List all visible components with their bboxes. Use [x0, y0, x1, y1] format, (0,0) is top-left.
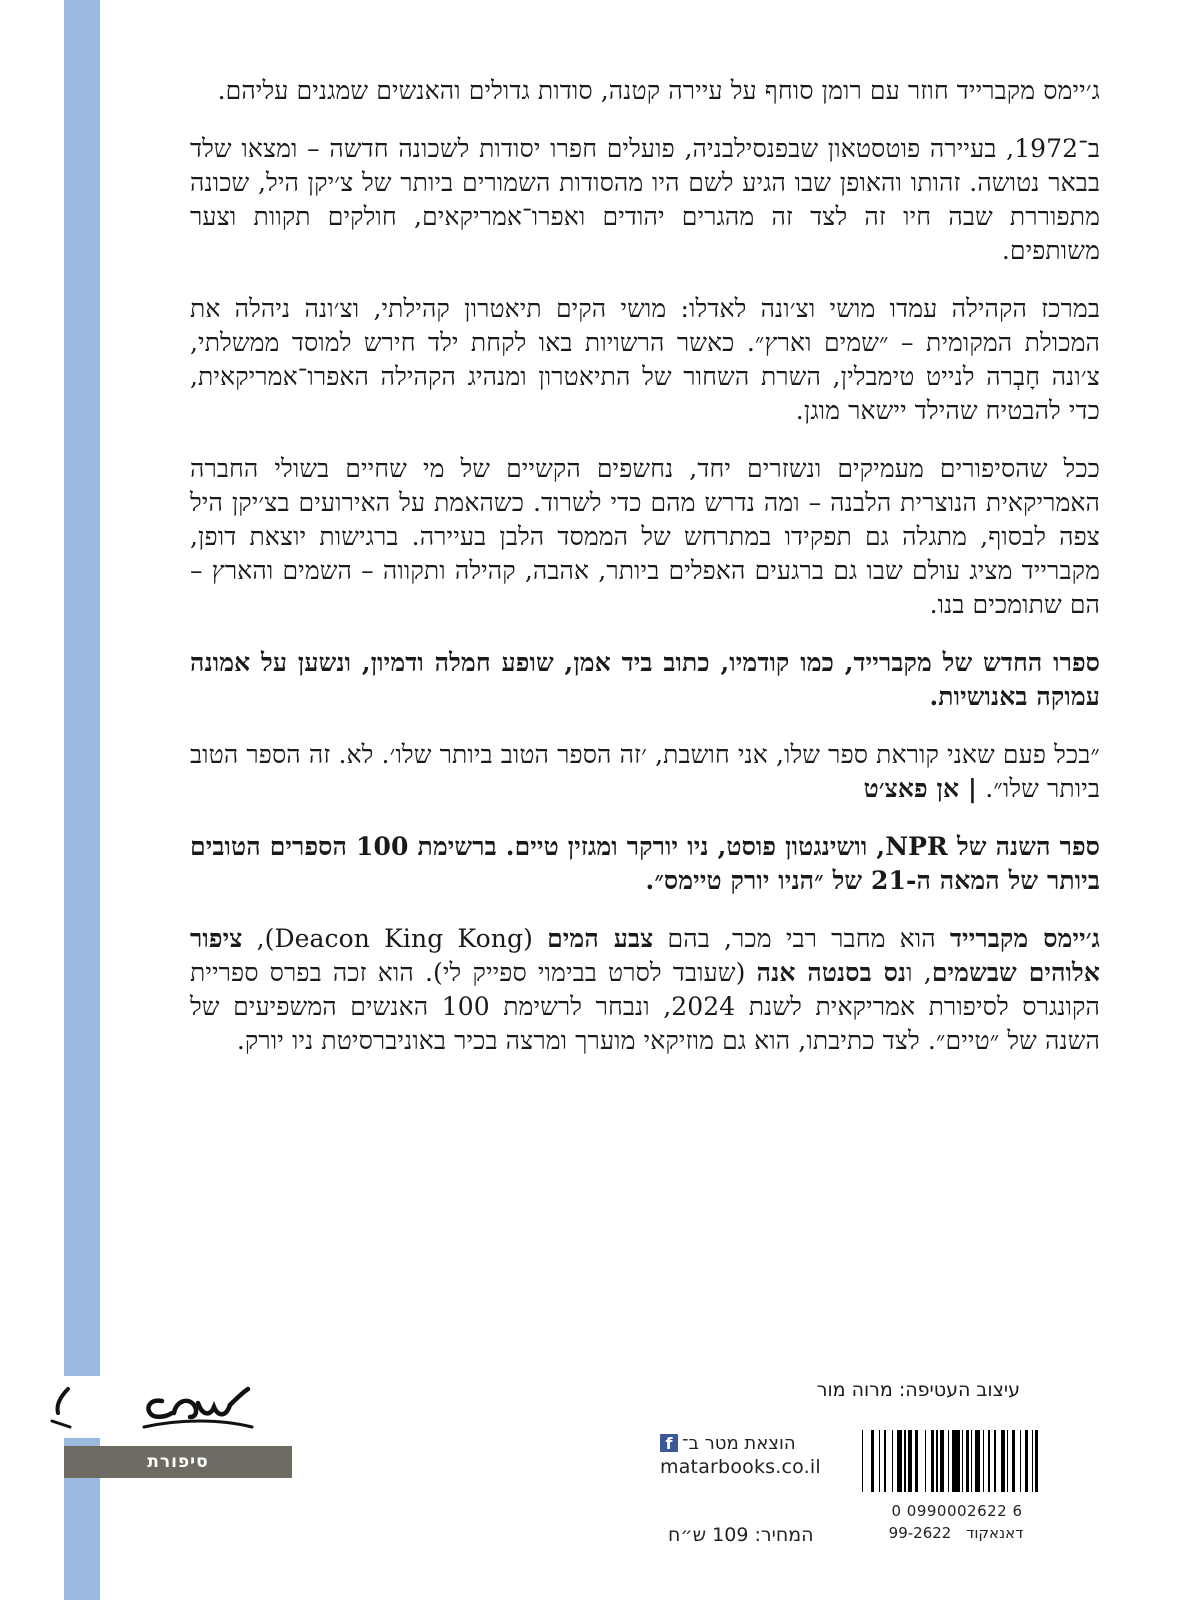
quote-attribution: | אן פאצ׳ט: [863, 774, 978, 803]
barcode-space: [902, 1430, 905, 1492]
matar-logo-icon: [140, 1383, 258, 1435]
barcode-bar: [925, 1430, 926, 1492]
price-label: המחיר: 109 ש״ח: [668, 1524, 814, 1546]
blue-side-strip: [64, 0, 100, 1600]
paragraph-plot-3: ככל שהסיפורים מעמיקים ונשזרים יחד, נחשפים הקשיים של מי שחיים בשולי החברה האמריקאית הנוצרית הלבנה – ומה נדרש מהם כדי לשרוד. כשהאמת על האירועים בצ׳יקן היל צפה לבסוף, מתגלה גם תפקידו במתרחש של הממסד הלבן בעיירה. ברגישות יוצאת דופן, מקברייד מציג עולם שבו גם ברגעים האפלים ביותר, אהבה, קהילה ותקווה – השמים והארץ – הם שתומכים בנו.: [190, 454, 1100, 619]
bio-text: , ו: [906, 958, 932, 987]
barcode-space: [960, 1430, 963, 1492]
barcode-bar: [892, 1430, 893, 1492]
barcode-space: [990, 1430, 994, 1492]
barcode-bar: [1025, 1430, 1028, 1492]
bio-book-title: ציפור אלוהים שבשמים: [190, 924, 1101, 987]
barcode-space: [918, 1430, 924, 1492]
bio-book-title: צבע המים: [547, 924, 654, 953]
barcode-bar: [936, 1430, 937, 1492]
cover-design-credit: עיצוב העטיפה: מרוה מור: [816, 1379, 1020, 1401]
facebook-icon[interactable]: f: [660, 1434, 678, 1452]
barcode-bar: [994, 1430, 995, 1492]
barcode-bar: [884, 1430, 887, 1492]
paragraph-awards: ספר השנה של NPR, וושינגטון פוסט, ניו יורקר ומגזין טיים. ברשימת 100 הספרים הטובים ביותר של המאה ה-21 של ״הניו יורק טיימס״.: [190, 832, 1100, 895]
barcode-space: [893, 1430, 897, 1492]
barcode-bar: [940, 1430, 944, 1492]
danacode: [876, 1524, 1036, 1542]
barcode-space: [912, 1430, 915, 1492]
barcode-space: [926, 1430, 931, 1492]
barcode-bar: [1001, 1430, 1005, 1492]
facebook-line[interactable]: [660, 1430, 825, 1456]
bio-text: (Deacon King Kong),: [242, 924, 548, 953]
barcode-bar: [1020, 1430, 1021, 1492]
barcode-space: [984, 1430, 988, 1492]
publisher-info: [660, 1430, 825, 1478]
barcode-bar: [983, 1430, 984, 1492]
paragraph-intro: ג׳יימס מקברייד חוזר עם רומן סוחף על עיירה קטנה, סודות גדולים והאנשים שמגנים עליהם.: [217, 76, 1100, 105]
paragraph-bio: [190, 922, 1100, 1058]
category-label: סיפורת: [64, 1446, 292, 1478]
bio-text: (שעובד לסרט בבימוי ספייק לי). הוא זכה בפרס ספריית הקונגרס לסיפורת אמריקאית לשנת 2024, ונבחר לרשימת 100 האנשים המשפיעים של השנה של ״טיים״. לצד כתיבתו, הוא גם מוזיקאי מוערך ומרצה בכיר באוניברסיטת ניו יורק.: [190, 958, 1101, 1055]
barcode-bar: [879, 1430, 880, 1492]
barcode-bar: [1007, 1430, 1008, 1492]
barcode-space: [963, 1430, 966, 1492]
barcode-bar: [931, 1430, 934, 1492]
barcode-space: [938, 1430, 941, 1492]
barcode-bar: [1032, 1430, 1033, 1492]
barcode-bar: [897, 1430, 902, 1492]
barcode-space: [906, 1430, 909, 1492]
barcode-space: [880, 1430, 884, 1492]
barcode-space: [949, 1430, 952, 1492]
barcode-space: [1005, 1430, 1008, 1492]
barcode-space: [1015, 1430, 1020, 1492]
barcode-bar: [962, 1430, 963, 1492]
barcode-bar: [948, 1430, 949, 1492]
barcode-space: [969, 1430, 972, 1492]
barcode-space: [996, 1430, 1001, 1492]
barcode-space: [874, 1430, 879, 1492]
publisher-website-link[interactable]: matarbooks.co.il: [660, 1456, 821, 1478]
barcode-bar: [966, 1430, 969, 1492]
barcode-space: [886, 1430, 891, 1492]
barcode-space: [1033, 1430, 1036, 1492]
barcode-bar: [871, 1430, 874, 1492]
logo-fragment-icon: [50, 1385, 72, 1431]
barcode-bar: [952, 1430, 960, 1492]
paragraph-quote: [190, 738, 1100, 806]
barcode-space: [944, 1430, 948, 1492]
barcode-space: [972, 1430, 975, 1492]
paragraph-plot-1: ב־1972, בעיירה פוטסטאון שבפנסילבניה, פועלים חפרו יסודות לשכונה חדשה – ומצאו שלד בבאר נטושה. זהותו והאופן שבו הגיע לשם היו מהסודות השמורים ביותר של צ׳יקן היל, שכונה מתפוררת שבה חיו זה לצד זה מהגרים יהודים ואפרו־אמריקאים, חולקים תקוות וצער משותפים.: [190, 134, 1100, 265]
barcode-space: [1008, 1430, 1012, 1492]
barcode-bar: [1012, 1430, 1015, 1492]
bio-text: הוא מחבר רבי מכר, בהם: [653, 924, 950, 953]
facebook-label: הוצאת מטר ב־: [682, 1432, 796, 1454]
barcode-bar: [988, 1430, 991, 1492]
barcode-bar: [915, 1430, 919, 1492]
bio-book-title: נס בסנטה אנה: [756, 958, 907, 987]
paragraph-praise: ספרו החדש של מקברייד, כמו קודמיו, כתוב ביד אמן, שופע חמלה ודמיון, ונשען על אמונה עמוקה באנושיות.: [190, 648, 1100, 711]
barcode-bar: [1035, 1430, 1038, 1492]
bio-author-name: ג׳יימס מקברייד: [949, 924, 1100, 953]
danacode-label: דאנאקוד: [966, 1524, 1024, 1542]
barcode-bar: [862, 1430, 863, 1492]
barcode-bar: [904, 1430, 905, 1492]
barcode-bar: [975, 1430, 980, 1492]
barcode: [862, 1430, 1038, 1492]
danacode-number: 99-2622: [888, 1524, 952, 1542]
barcode-space: [863, 1430, 871, 1492]
barcode-space: [1028, 1430, 1032, 1492]
barcode-space: [980, 1430, 983, 1492]
barcode-digits: 0 0990002622 6: [891, 1502, 1023, 1520]
barcode-bar: [971, 1430, 972, 1492]
barcode-space: [1021, 1430, 1025, 1492]
paragraph-plot-2: במרכז הקהילה עמדו מושי וצ׳ונה לאדלו: מושי הקים תיאטרון קהילתי, וצ׳ונה ניהלה את המכולת המקומית – ״שמים וארץ״. כאשר הרשויות באו לקחת ילד חירש למוסד ממשלתי, צ׳ונה חָבְרה לנייט טימבלין, השרת השחור של התיאטרון ומנהיג הקהילה האפרו־אמריקאית, כדי להבטיח שהילד יישאר מוגן.: [190, 294, 1100, 425]
barcode-bar: [908, 1430, 912, 1492]
back-cover-text: [190, 74, 1100, 1082]
quote-text: ״בכל פעם שאני קוראת ספר שלו, אני חושבת, ׳זה הספר הטוב ביותר שלו׳. לא. זה הספר הטוב ביותר שלו״.: [190, 740, 1100, 803]
barcode-space: [934, 1430, 937, 1492]
